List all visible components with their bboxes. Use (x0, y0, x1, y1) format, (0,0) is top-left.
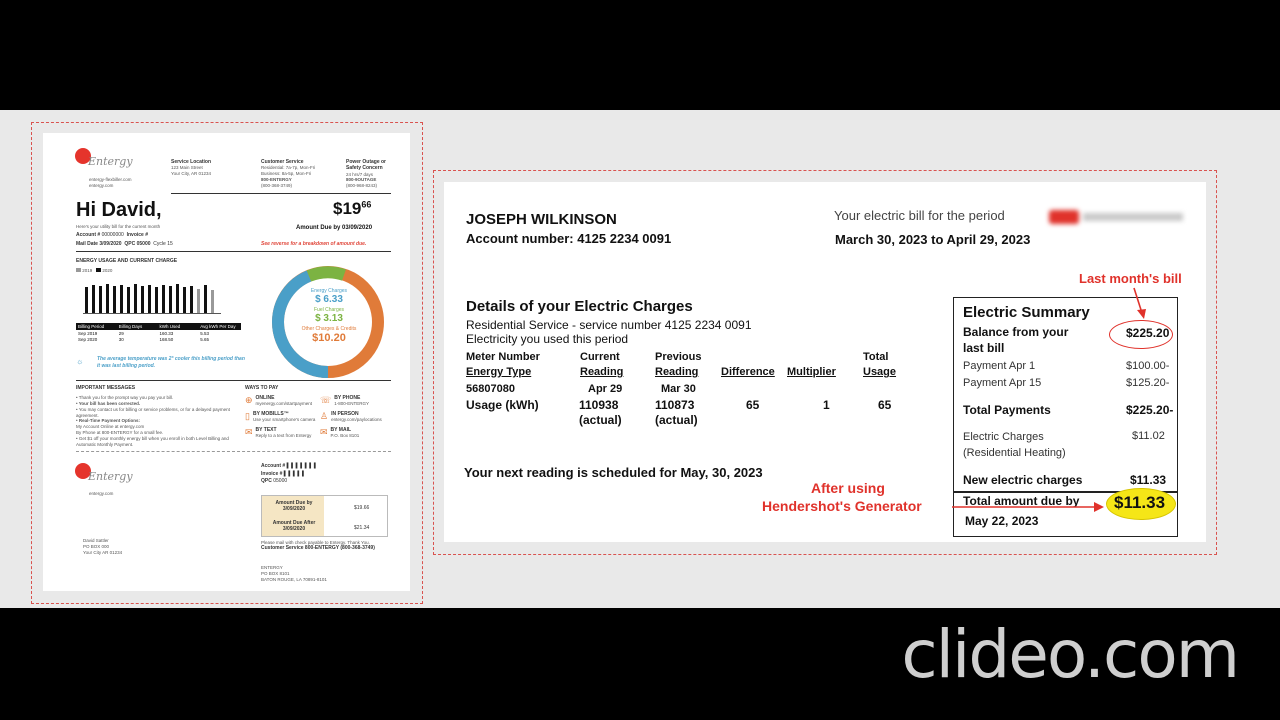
total-due-date: May 22, 2023 (965, 514, 1039, 528)
way-label: BY TEXT (255, 427, 277, 434)
bill-subtitle: Here's your utility bill for the current month (76, 224, 161, 229)
way-label: ONLINE (255, 395, 275, 401)
stub-account-label: Account # (261, 463, 286, 469)
usage-th: Avg kWh Per Day (200, 324, 236, 329)
usage-row (76, 337, 241, 342)
payment-1-label: Payment Apr 1 (963, 360, 1036, 372)
ways-heading: WAYS TO PAY (245, 385, 279, 391)
usage-td: 160.33 (159, 331, 174, 336)
stub-after-label: Amount Due After 3/09/2020 (272, 520, 316, 533)
power-outage (346, 159, 396, 189)
details-title: Details of your Electric Charges (466, 298, 693, 315)
multiplier-value: 1 (823, 398, 830, 412)
service-location-line: Your City, AR 01234 (171, 171, 212, 177)
total-payments-value: $225.20- (1126, 403, 1174, 417)
way-phone[interactable] (320, 395, 395, 407)
customer-service-title: Customer Service (261, 159, 304, 165)
logo-sub-2: entergy.com (89, 183, 114, 188)
usage-bar (211, 290, 214, 313)
usage-th: Billing Days (118, 324, 143, 329)
person-icon: ♙ (320, 411, 329, 422)
left-bill-paper (43, 133, 410, 591)
way-mobills[interactable] (245, 411, 320, 423)
other-charges-value: $10.20 (312, 332, 346, 344)
mobile-icon: ▯ (245, 411, 250, 422)
usage-bar (169, 286, 172, 313)
previous-note: (actual) (655, 413, 698, 427)
stub-account-block (261, 463, 318, 486)
stub-after-value: $21.34 (354, 525, 370, 531)
usage-bar (204, 285, 207, 313)
customer-service-line: 800-ENTERGY (261, 176, 292, 182)
th-total: Total (863, 351, 889, 363)
way-in-person[interactable] (320, 411, 395, 423)
way-detail: Use your smartphone's camera (252, 417, 316, 423)
annotation-generator: Hendershot's Generator (762, 498, 922, 514)
usage-bar (134, 284, 137, 313)
stub-due-label: Amount Due by 3/09/2020 (275, 500, 313, 513)
text-message-icon: ✉ (245, 427, 253, 438)
slide-area (0, 110, 1280, 608)
logo-sub-1: entergy-flexbiller.com (89, 177, 132, 182)
usage-bar (120, 285, 123, 313)
usage-td: 5.53 (200, 331, 210, 336)
stub-entergy-logo: Entergy (88, 470, 133, 483)
usage-bar (141, 286, 144, 313)
address-line: BATON ROUGE, LA 70891-8101 (261, 576, 327, 582)
other-charges-label: Other Charges & Credits (301, 326, 357, 332)
important-line: By Phone at 800-ENTERGY for a small fee. (76, 430, 164, 436)
customer-name: JOSEPH WILKINSON (466, 211, 617, 228)
electricity-used: Electricity you used this period (466, 332, 629, 346)
important-line: • Get $1 off your monthly energy bill when you enroll in both Level Billing and Automatic Monthly Payment. (76, 435, 229, 447)
way-detail: Reply to a text from Entergy (255, 433, 312, 439)
new-charges-label: New electric charges (963, 473, 1083, 487)
amount-dollars: $19 (333, 199, 362, 218)
important-line: • You may contact us for billing or service problems, or for a delayed payment agreement. (76, 406, 230, 418)
stub-amount-box (261, 495, 388, 537)
cut-line (76, 451, 391, 453)
fuel-charges-value: $ 3.13 (315, 313, 343, 324)
way-text[interactable] (245, 427, 320, 439)
customer-service (261, 159, 336, 189)
fuel-charges-label: Fuel Charges (313, 307, 344, 313)
usage-table-head (76, 323, 241, 330)
electric-charges-label: Electric Charges (Residential Heating) (963, 431, 1066, 459)
usage-th: Billing Period (78, 324, 105, 329)
address-line: David Sattler (83, 538, 109, 543)
th-difference: Difference (721, 366, 775, 378)
total-due-value: $11.33 (1114, 493, 1166, 512)
important-line: • Real-Time Payment Options: (76, 418, 141, 424)
usage-td: 5.65 (200, 337, 210, 342)
donut-other-arc (309, 272, 344, 276)
service-location-line: 123 Main Street (171, 165, 203, 171)
usage-bar (127, 287, 130, 313)
usage-th: kWh Used (159, 324, 181, 329)
usage-legend (76, 268, 112, 274)
total-payments-label: Total Payments (963, 403, 1051, 417)
annotation-arrows (444, 182, 1206, 542)
stub-due-value: $19.66 (354, 505, 370, 511)
total-due-label: Total amount due by (963, 494, 1080, 508)
mid-rule (76, 380, 391, 381)
usage-bar (162, 285, 165, 313)
sun-icon: ☼ (76, 357, 84, 366)
right-bill-paper (444, 182, 1206, 542)
meter-number: 56807080 (466, 383, 515, 395)
way-label: BY PHONE (334, 395, 361, 401)
total-usage-value: 65 (878, 398, 892, 412)
payment-2-label: Payment Apr 15 (963, 377, 1042, 389)
mail-icon: ✉ (320, 427, 328, 438)
legend-2019: 2019 (82, 268, 93, 273)
annotation-last-month: Last month's bill (1079, 271, 1182, 286)
important-line: • Your bill has been corrected. (76, 400, 141, 406)
mail-date-line (76, 241, 173, 247)
account-number: Account number: 4125 2234 0091 (466, 231, 672, 246)
greeting-rule (76, 251, 391, 252)
header-rule (171, 193, 391, 194)
barcode-icon: ▌▌▌▌▌▌▌ (286, 463, 319, 469)
way-label: BY MAIL (330, 427, 352, 434)
power-outage-line: 800-9OUTAGE (346, 177, 377, 183)
usage-td: 29 (118, 331, 124, 336)
way-label: BY MOBILLS™ (252, 411, 289, 418)
th-previous: Previous (655, 351, 702, 363)
usage-td: 168.50 (159, 337, 174, 342)
usage-bar (148, 285, 151, 313)
customer-service-line: (800-368-3749) (261, 182, 293, 188)
cycle: Cycle 15 (153, 241, 173, 247)
stub-invoice-label: Invoice # (261, 470, 283, 477)
energy-charges-label: Energy Charges (310, 288, 348, 294)
arrow-head (1137, 309, 1146, 319)
important-heading: IMPORTANT MESSAGES (76, 385, 136, 391)
electric-charges-value: $11.02 (1132, 430, 1165, 442)
previous-reading: 110873 (655, 398, 695, 412)
barcode-icon: ▌▌▌▌▌ (283, 470, 307, 477)
qpc: QPC 05000 (124, 241, 151, 247)
globe-icon: ⊕ (245, 395, 253, 405)
mail-date: Mail Date 3/09/2020 (76, 241, 122, 247)
next-reading: Your next reading is scheduled for May, 30, 2023 (464, 465, 763, 480)
th-previous-reading: Reading (655, 366, 699, 378)
residential-service: Residential Service - service number 4125 2234 0091 (466, 318, 752, 332)
usage-td: Sep 2020 (78, 337, 98, 342)
current-reading: 110938 (579, 398, 619, 412)
usage-heading: ENERGY USAGE AND CURRENT CHARGE (76, 258, 178, 264)
important-line: • Thank you for the prompt way you pay your bill. (76, 395, 174, 400)
legend-swatch-2019 (76, 268, 81, 272)
arrow-last-month (1134, 288, 1142, 313)
current-date: Apr 29 (588, 383, 623, 395)
period-dates: March 30, 2023 to April 29, 2023 (835, 232, 1031, 247)
th-energy-type: Energy Type (466, 366, 532, 378)
service-location-title: Service Location (171, 159, 212, 165)
address-line: Your City AR 01234 (83, 549, 123, 555)
th-multiplier: Multiplier (787, 366, 836, 378)
invoice-label: Invoice # (126, 232, 148, 238)
usage-row (76, 331, 241, 336)
usage-label: Usage (kWh) (466, 398, 539, 412)
customer-service-line: Business: 8a-5p, Mon-Fri (261, 171, 312, 177)
arrow-head (1094, 502, 1104, 512)
usage-bar (176, 284, 179, 313)
usage-td: 30 (118, 337, 124, 342)
account-line (76, 232, 148, 238)
amount-cents: 66 (361, 199, 372, 210)
temp-note: The average temperature was 2° cooler this billing period than it was last billing period. (97, 356, 245, 369)
customer-service-line: Residential: 7a-7p, Mon-Fri (261, 165, 316, 171)
difference-value: 65 (746, 398, 760, 412)
payment-1-value: $100.00- (1126, 360, 1170, 372)
new-charges-value: $11.33 (1130, 473, 1167, 487)
important-line: My Account Online at entergy.com (76, 424, 145, 430)
way-detail: entergy.com/paylocations (331, 417, 382, 423)
address-line: PO BOX 8101 (261, 570, 290, 576)
usage-bar (183, 287, 186, 313)
usage-bar (113, 286, 116, 313)
way-label: IN PERSON (331, 411, 359, 418)
service-location (171, 159, 241, 177)
stub-cs-note: Please mail with check payable to Entergy. Thank You. (261, 540, 370, 545)
donut-labels (299, 288, 359, 344)
legend-swatch-2020 (96, 268, 101, 272)
period-label: Your electric bill for the period (834, 208, 1005, 223)
usage-bar (155, 287, 158, 313)
th-meter-number: Meter Number (466, 351, 540, 363)
amount-due-by: Amount Due by 03/09/2020 (296, 225, 373, 231)
current-note: (actual) (579, 413, 622, 427)
stub-logo-sub: entergy.com (89, 491, 114, 496)
annotation-after-using: After using (811, 480, 885, 496)
balance-value: $225.20 (1126, 326, 1170, 340)
usage-bar (197, 289, 200, 313)
greeting: Hi David, (76, 199, 162, 221)
usage-bar (85, 287, 88, 313)
way-mail[interactable] (320, 427, 395, 439)
th-current: Current (580, 351, 620, 363)
power-outage-title: Power Outage or Safety Concern (346, 159, 387, 172)
summary-title: Electric Summary (963, 304, 1090, 321)
power-outage-line: 24 hrs/7 days (346, 171, 374, 177)
way-detail: 1-800-ENTERGY (334, 401, 370, 407)
stub-customer-address (83, 538, 122, 556)
reverse-note: See reverse for a breakdown of amount due. (261, 241, 367, 247)
legend-2020: 2020 (102, 268, 113, 273)
address-line: ENTERGY (261, 565, 283, 570)
usage-bars (83, 281, 221, 314)
important-list (76, 395, 234, 448)
th-usage: Usage (863, 366, 897, 378)
usage-bar (106, 284, 109, 313)
stub-remit-address (261, 565, 327, 583)
account-value: 00000000 (101, 232, 124, 238)
clideo-watermark: clideo.com (901, 616, 1238, 693)
way-detail: P.O. Box 8101 (330, 433, 360, 439)
power-outage-line: (800-968-8243) (346, 183, 378, 189)
usage-bar (92, 285, 95, 313)
phone-icon: ☏ (320, 395, 332, 405)
amount-due-big (333, 199, 371, 219)
energy-charges-value: $ 6.33 (315, 294, 343, 305)
stub-cs: Customer Service 800-ENTERGY (800-368-3749) (261, 545, 375, 551)
stub-qpc-label: QPC (261, 478, 272, 484)
balance-label: Balance from your last bill (963, 325, 1069, 356)
th-current-reading: Reading (580, 366, 624, 378)
address-line: PO BOX 000 (83, 543, 110, 549)
ways-grid (245, 395, 395, 439)
usage-bar (190, 286, 193, 313)
stub-qpc-value: 05000 (273, 478, 288, 484)
previous-date: Mar 30 (661, 383, 696, 395)
usage-td: Sep 2019 (78, 331, 98, 336)
usage-bar (99, 286, 102, 313)
way-online[interactable] (245, 395, 320, 407)
entergy-logo: Entergy (88, 155, 133, 168)
payment-2-value: $125.20- (1126, 377, 1170, 389)
way-detail: myenergy.com/startpayment (255, 401, 312, 407)
account-label: Account # (76, 232, 101, 238)
